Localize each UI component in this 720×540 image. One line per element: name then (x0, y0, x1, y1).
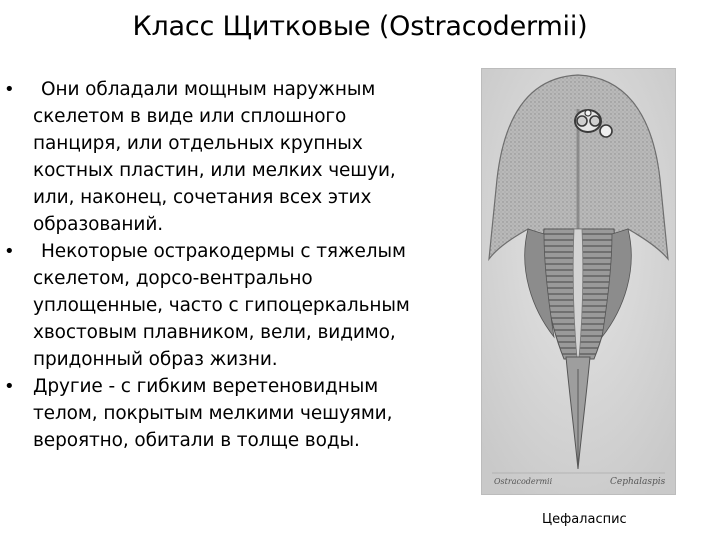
bullet-dot: • (4, 376, 15, 397)
bullet-dot: • (4, 241, 15, 262)
bullet-line: костных пластин, или мелких чешуи, (33, 160, 396, 181)
plate-label-left: Ostracodermii (494, 477, 553, 486)
bullet-list (0, 76, 450, 454)
bullet-line: Некоторые остракодермы с тяжелым (41, 241, 406, 262)
bullet-line: уплощенные, часто с гипоцеркальным (33, 295, 410, 316)
bullet-item (0, 76, 450, 238)
bullet-line: придонный образ жизни. (33, 349, 278, 370)
bullet-line: скелетом в виде или сплошного (33, 106, 347, 127)
fossil-drawing (482, 69, 675, 494)
bullet-line: Другие - с гибким веретеновидным (33, 376, 379, 397)
bullet-line: образований. (33, 214, 164, 235)
cephalaspis-illustration (481, 68, 676, 495)
slide-title: Класс Щитковые (Ostracodermii) (132, 11, 588, 42)
bullet-line: вероятно, обитали в толще воды. (33, 430, 360, 451)
plate-label-right: Cephalaspis (610, 477, 666, 487)
bullet-dot: • (4, 79, 15, 100)
bullet-line: Они обладали мощным наружным (41, 79, 376, 100)
bullet-line: панциря, или отдельных крупных (33, 133, 363, 154)
bullet-line: хвостовым плавником, вели, видимо, (33, 322, 396, 343)
bullet-item (0, 373, 450, 454)
bullet-line: или, наконец, сочетания всех этих (33, 187, 372, 208)
bullet-line: телом, покрытым мелкими чешуями, (33, 403, 393, 424)
figure-caption: Цефаласпис (542, 512, 627, 527)
bullet-item (0, 238, 450, 373)
bullet-line: скелетом, дорсо-вентрально (33, 268, 313, 289)
